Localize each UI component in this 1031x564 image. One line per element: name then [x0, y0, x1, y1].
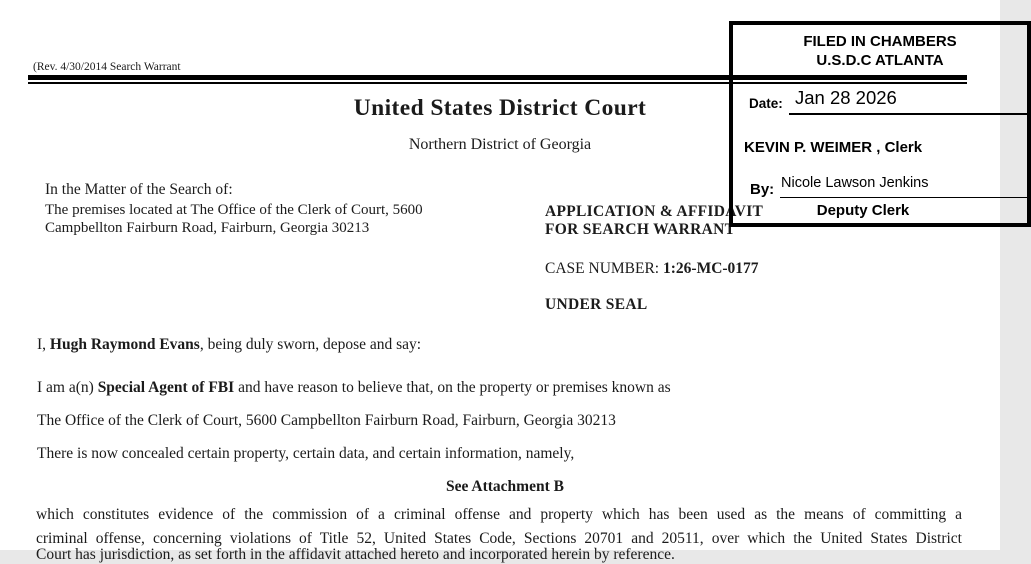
stamp-date-value: Jan 28 2026	[795, 87, 897, 108]
revision-note: (Rev. 4/30/2014 Search Warrant	[33, 61, 181, 73]
affiant-name: Hugh Raymond Evans	[49, 336, 200, 353]
agent-post: and have reason to believe that, on the property or premises known as	[234, 379, 671, 396]
matter-premises: The premises located at The Office of the Clerk of Court, 5600 Campbellton Fairburn Road, Fairburn, Georgia 30213	[45, 202, 423, 236]
case-number-line	[545, 260, 759, 278]
stamp-filed-line: FILED IN CHAMBERS	[803, 33, 957, 50]
affiant-post: , being duly sworn, depose and say:	[199, 336, 422, 353]
offense-text-line1: which constitutes evidence of the commission of a criminal offense and property which has been used as the means of committing a	[36, 506, 962, 523]
agent-title: Special Agent of FBI	[97, 379, 235, 396]
agent-line	[37, 379, 671, 397]
stamp-by-label: By:	[750, 181, 775, 198]
case-number-value: 1:26-MC-0177	[663, 260, 759, 277]
filed-stamp	[729, 21, 1031, 227]
stamp-date-label: Date:	[749, 96, 783, 111]
stamp-court-line: U.S.D.C ATLANTA	[816, 52, 944, 69]
under-seal-label: UNDER SEAL	[545, 296, 648, 313]
stamp-deputy-clerk-label: Deputy Clerk	[816, 202, 910, 219]
affiant-line	[37, 336, 421, 354]
matter-heading: In the Matter of the Search of:	[45, 181, 233, 198]
offense-text-line2: criminal offense, concerning violations of Title 52, United States Code, Sections 20701 and 20511, over which the United States District	[36, 530, 962, 547]
concealed-line: There is now concealed certain property, certain data, and certain information, namely,	[37, 445, 575, 462]
agent-pre: I am a(n)	[37, 379, 98, 396]
stamp-clerk-name: KEVIN P. WEIMER , Clerk	[744, 139, 923, 156]
attachment-reference: See Attachment B	[446, 478, 564, 495]
premises-line: The Office of the Clerk of Court, 5600 Campbellton Fairburn Road, Fairburn, Georgia 30213	[37, 412, 616, 429]
case-number-label: CASE NUMBER:	[545, 260, 663, 277]
application-title-line1: APPLICATION & AFFIDAVIT	[545, 203, 764, 220]
application-title-line2: FOR SEARCH WARRANT	[545, 220, 736, 238]
court-title: United States District Court	[353, 95, 647, 121]
stamp-date-underline	[789, 113, 1031, 115]
affiant-pre: I,	[37, 336, 50, 353]
offense-text-line3-clipped: Court has jurisdiction, as set forth in the affidavit attached hereto and incorporated herein by reference.	[36, 546, 675, 563]
stamp-by-underline	[780, 197, 1031, 198]
district-subtitle: Northern District of Georgia	[408, 136, 592, 153]
stamp-deputy-signature: Nicole Lawson Jenkins	[781, 175, 929, 191]
